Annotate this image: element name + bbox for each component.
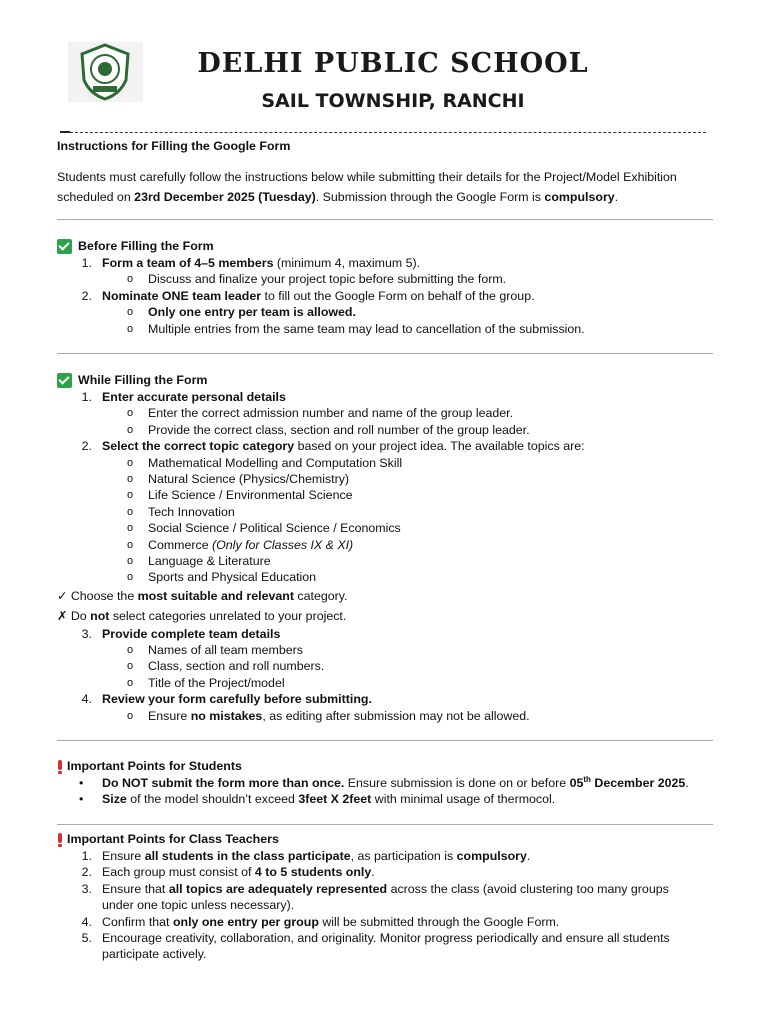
school-branch: SAIL TOWNSHIP, RANCHI [261,90,525,112]
section-heading: Important Points for Students [67,759,242,774]
check-mark-icon [57,373,72,388]
header-divider-start [60,131,70,133]
topic-item: o Language & Literature [127,553,271,568]
list-item: 2. Each group must consist of 4 to 5 students only. [81,865,375,880]
bullet-item: • Size of the model shouldn’t exceed 3feet X 2feet with minimal usage of thermocol. [79,792,556,807]
section-before [57,238,717,337]
bullet-item: • Do NOT submit the form more than once. Ensure submission is done on or before 05th December 2025. [79,774,689,790]
section-teachers [57,831,717,963]
list-item: 1. Form a team of 4–5 members (minimum 4, maximum 5). [81,256,421,270]
topic-item: o Life Science / Environmental Science [127,488,353,503]
dont-note: ✗ Do not select categories unrelated to your project. [57,608,347,623]
section-students [57,758,717,808]
topic-item: o Commerce (Only for Classes IX & XI) [127,537,354,552]
section-heading: Before Filling the Form [78,239,214,254]
list-item: 5. Encourage creativity, collaboration, and originality. Monitor progress periodically and ensure all students [81,930,670,945]
intro-paragraph: Students must carefully follow the instructions below while submitting their details for the Project/Model Exhibition scheduled on 23rd December 2025 (Tuesday). Submission through the Google Form is compulsory. [57,170,677,204]
list-subitem: o Title of the Project/model [127,675,285,690]
list-item: 2. Select the correct topic category based on your project idea. The available topics are: [81,439,585,454]
divider [57,353,713,354]
section-while [57,372,717,724]
list-subitem: o Class, section and roll numbers. [127,659,325,674]
topic-item: o Social Science / Political Science / Economics [127,521,401,536]
list-subitem: o Ensure no mistakes, as editing after submission may not be allowed. [127,708,530,723]
list-item: 3. Ensure that all topics are adequately represented across the class (avoid clustering too many groups [81,881,669,896]
topic-item: o Natural Science (Physics/Chemistry) [127,471,350,486]
divider [57,219,713,220]
section-heading: Important Points for Class Teachers [67,832,279,847]
list-item-continued: participate actively. [102,947,207,962]
topic-item: o Mathematical Modelling and Computation Skill [127,455,403,470]
list-item: 2. Nominate ONE team leader to fill out the Google Form on behalf of the group. [81,288,535,303]
section-heading: While Filling the Form [78,373,208,388]
list-subitem: o Names of all team members [127,643,303,658]
list-item: 1. Enter accurate personal details [81,390,286,404]
list-item: 4. Confirm that only one entry per group will be submitted through the Google Form. [81,914,560,929]
list-item-continued: under one topic unless necessary). [102,898,295,913]
list-item: 3. Provide complete team details [81,626,281,641]
list-subitem: o Multiple entries from the same team may lead to cancellation of the submission. [127,321,585,336]
check-mark-icon [57,239,72,254]
school-crest-icon [68,42,143,102]
list-subitem: o Provide the correct class, section and roll number of the group leader. [127,422,530,437]
topic-item: o Tech Innovation [127,504,235,519]
school-name: DELHI PUBLIC SCHOOL [197,48,589,79]
cross-icon: ✗ [57,608,68,623]
list-subitem: o Discuss and finalize your project topic before submitting the form. [127,272,507,287]
exclamation-icon [57,760,63,774]
topic-item: o Sports and Physical Education [127,570,317,585]
divider [57,824,713,825]
page-title: Instructions for Filling the Google Form [57,139,291,153]
do-note: ✓ Choose the most suitable and relevant category. [57,588,348,603]
divider [57,740,713,741]
list-subitem: o Only one entry per team is allowed. [127,305,356,320]
checkmark-icon: ✓ [57,588,68,603]
list-item: 4. Review your form carefully before submitting. [81,692,372,707]
header-divider [60,124,706,133]
exclamation-icon [57,833,63,847]
list-subitem: o Enter the correct admission number and name of the group leader. [127,406,514,421]
list-item: 1. Ensure all students in the class participate, as participation is compulsory. [81,849,531,863]
